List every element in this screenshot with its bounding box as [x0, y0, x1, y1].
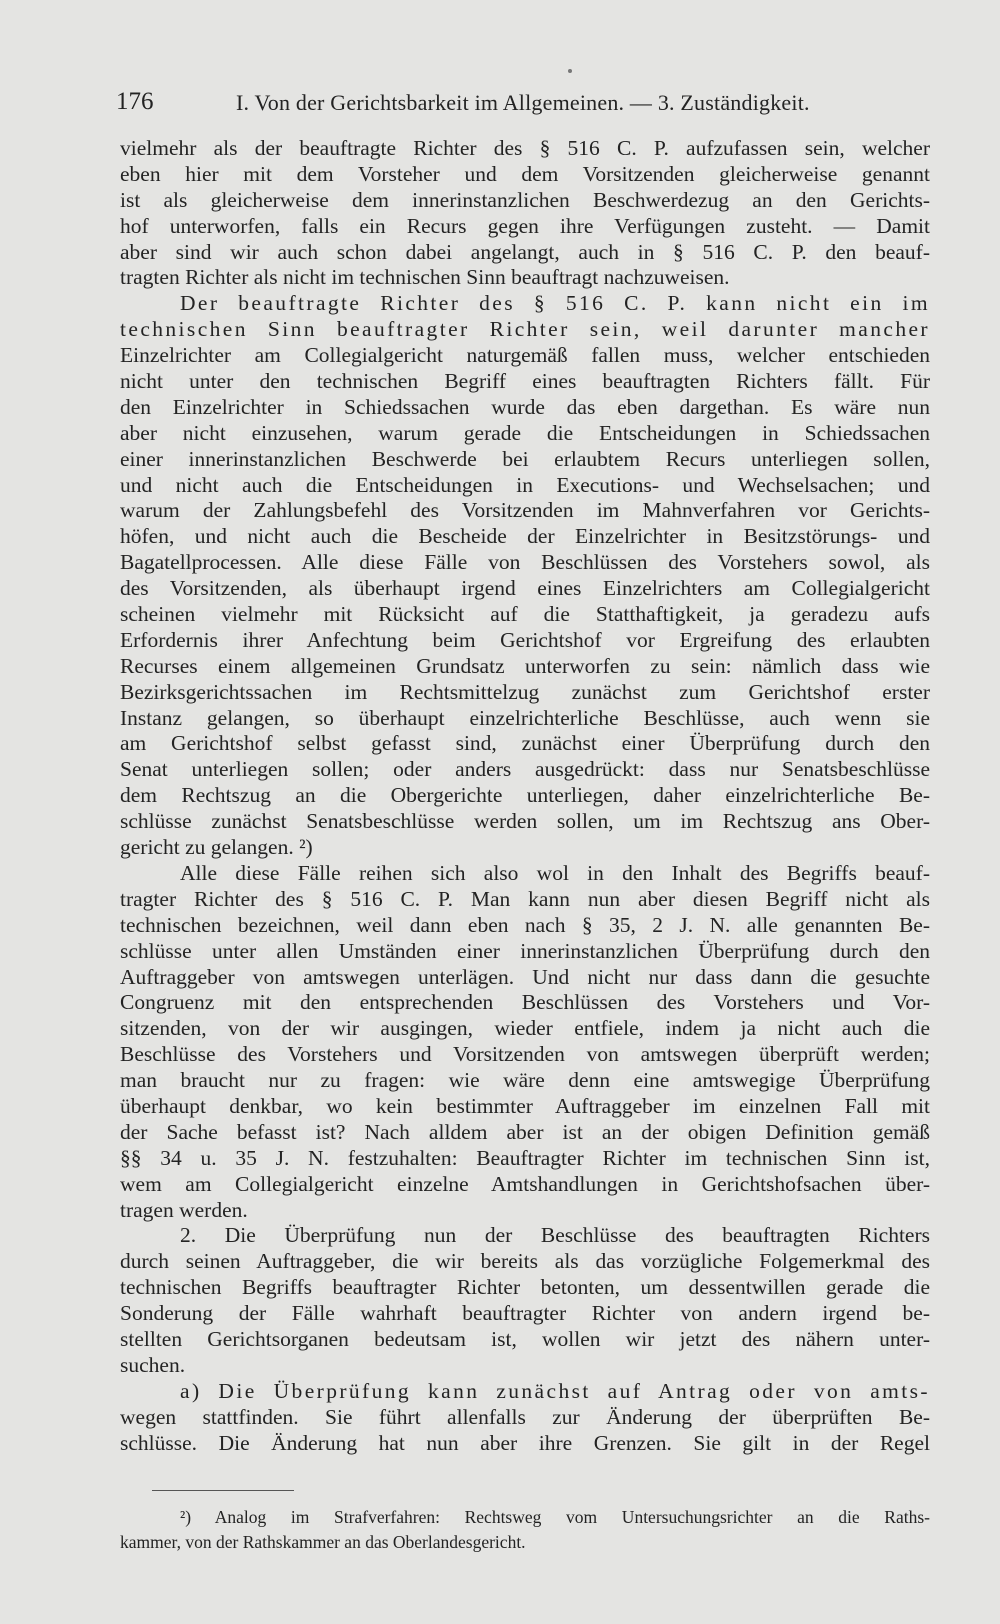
- text-line: überhaupt denkbar, wo kein bestimmter Auftraggeber im einzelnen Fall mit: [120, 1093, 930, 1118]
- text-line: Der beauftragte Richter des § 516 C. P. kann nicht ein im: [180, 291, 930, 316]
- footnote-line: ²) Analog im Strafverfahren: Rechtsweg vom Untersuchungsrichter an die Raths-: [180, 1507, 930, 1527]
- text-line: scheinen vielmehr mit Rücksicht auf die Statthaftigkeit, ja geradezu aufs: [120, 602, 930, 627]
- text-line: technischen Begriffs beauftragter Richter betonten, um dessentwillen gerade die: [120, 1275, 930, 1300]
- footnote-divider: [152, 1490, 294, 1491]
- text-line: a) Die Überprüfung kann zunächst auf Antrag oder von amts-: [180, 1378, 930, 1403]
- text-line: schlüsse unter allen Umständen einer innerinstanzlichen Überprüfung durch den: [120, 938, 930, 963]
- footnote-line: kammer, von der Rathskammer an das Oberlandesgericht.: [120, 1532, 526, 1552]
- text-line: schlüsse. Die Änderung hat nun aber ihre Grenzen. Sie gilt in der Regel: [120, 1430, 930, 1455]
- text-line: hof unterworfen, falls ein Recurs gegen ihre Verfügungen zusteht. — Damit: [120, 213, 930, 238]
- text-line: 2. Die Überprüfung nun der Beschlüsse des beauftragten Richters: [180, 1223, 930, 1248]
- text-line: aber sind wir auch schon dabei angelangt, auch in § 516 C. P. den beauf-: [120, 239, 930, 264]
- text-line: eben hier mit dem Vorsteher und dem Vorsitzenden gleicherweise genannt: [120, 161, 930, 186]
- footnotes: [120, 1505, 930, 1555]
- text-line: ist als gleicherweise dem innerinstanzlichen Beschwerdezug an den Gerichts-: [120, 187, 930, 212]
- text-line: Auftraggeber von amtswegen unterlägen. Und nicht nur dass dann die gesuchte: [120, 964, 930, 989]
- text-line: technischen bezeichnen, weil dann eben nach § 35, 2 J. N. alle genannten Be-: [120, 912, 930, 937]
- text-line: tragten Richter als nicht im technischen Sinn beauftragt nachzuweisen.: [120, 265, 730, 290]
- text-line: vielmehr als der beauftragte Richter des § 516 C. P. aufzufassen sein, welcher: [120, 136, 930, 160]
- page-header: [116, 88, 906, 122]
- text-line: stellten Gerichtsorganen bedeutsam ist, wollen wir jetzt des nähern unter-: [120, 1326, 930, 1351]
- text-line: Recurses einem allgemeinen Grundsatz unterworfen zu sein: nämlich dass wie: [120, 653, 930, 678]
- text-line: schlüsse zunächst Senatsbeschlüsse werden sollen, um im Rechtszug ans Ober-: [120, 809, 930, 834]
- text-line: Bezirksgerichtssachen im Rechtsmittelzug zunächst zum Gerichtshof erster: [120, 679, 930, 704]
- text-line: warum der Zahlungsbefehl des Vorsitzenden im Mahnverfahren vor Gerichts-: [120, 498, 930, 523]
- text-line: höfen, und nicht auch die Bescheide der Einzelrichter in Besitzstörungs- und: [120, 524, 930, 549]
- text-line: des Vorsitzenden, als überhaupt irgend eines Einzelrichters am Collegialgericht: [120, 576, 930, 601]
- text-line: Erfordernis ihrer Anfechtung beim Gerichtshof vor Ergreifung des erlaubten: [120, 627, 930, 652]
- body-text: [120, 136, 930, 1456]
- print-speck: [568, 69, 572, 73]
- text-line: tragen werden.: [120, 1197, 248, 1222]
- text-line: Bagatellprocessen. Alle diese Fälle von Beschlüssen des Vorstehers sowol, als: [120, 550, 930, 575]
- text-line: am Gerichtshof selbst gefasst sind, zunächst einer Überprüfung durch den: [120, 731, 930, 756]
- text-line: dem Rechtszug an die Obergerichte unterliegen, daher einzelrichterliche Be-: [120, 783, 930, 808]
- text-line: wegen stattfinden. Sie führt allenfalls zur Änderung der überprüften Be-: [120, 1404, 930, 1429]
- text-line: Alle diese Fälle reihen sich also wol in den Inhalt des Begriffs beauf-: [180, 860, 930, 885]
- page-number: 176: [116, 88, 154, 115]
- text-line: Sonderung der Fälle wahrhaft beauftragter Richter von andern irgend be-: [120, 1301, 930, 1326]
- text-line: §§ 34 u. 35 J. N. festzuhalten: Beauftragter Richter im technischen Sinn ist,: [120, 1145, 930, 1170]
- text-line: gericht zu gelangen. ²): [120, 835, 313, 860]
- text-line: nicht unter den technischen Begriff eines beauftragten Richters fällt. Für: [120, 369, 930, 394]
- text-line: aber nicht einzusehen, warum gerade die Entscheidungen in Schiedssachen: [120, 420, 930, 445]
- text-line: Einzelrichter am Collegialgericht naturgemäß fallen muss, welcher entschieden: [120, 343, 930, 368]
- text-line: und nicht auch die Entscheidungen in Executions- und Wechselsachen; und: [120, 472, 930, 497]
- text-line: sitzenden, von der wir ausgingen, wieder entfiele, indem ja nicht auch die: [120, 1016, 930, 1041]
- text-line: man braucht nur zu fragen: wie wäre denn eine amtswegige Überprüfung: [120, 1068, 930, 1093]
- text-line: Senat unterliegen sollen; oder anders ausgedrückt: dass nur Senatsbeschlüsse: [120, 757, 930, 782]
- text-line: durch seinen Auftraggeber, die wir bereits als das vorzügliche Folgemerkmal des: [120, 1249, 930, 1274]
- text-line: suchen.: [120, 1352, 186, 1377]
- text-line: Beschlüsse des Vorstehers und Vorsitzenden von amtswegen überprüft werden;: [120, 1042, 930, 1067]
- text-line: den Einzelrichter in Schiedssachen wurde das eben dargethan. Es wäre nun: [120, 394, 930, 419]
- text-line: Instanz gelangen, so überhaupt einzelrichterliche Beschlüsse, auch wenn sie: [120, 705, 930, 730]
- text-line: wem am Collegialgericht einzelne Amtshandlungen in Gerichtshofsachen über-: [120, 1171, 930, 1196]
- running-title: I. Von der Gerichtsbarkeit im Allgemeinen. — 3. Zuständigkeit.: [236, 90, 810, 115]
- text-line: technischen Sinn beauftragter Richter sein, weil darunter mancher: [120, 317, 930, 342]
- text-line: einer innerinstanzlichen Beschwerde bei erlaubtem Recurs unterliegen sollen,: [120, 446, 930, 471]
- text-line: der Sache befasst ist? Nach alldem aber ist an der obigen Definition gemäß: [120, 1119, 930, 1144]
- text-line: Congruenz mit den entsprechenden Beschlüssen des Vorstehers und Vor-: [120, 990, 930, 1015]
- text-line: tragter Richter des § 516 C. P. Man kann nun aber diesen Begriff nicht als: [120, 886, 930, 911]
